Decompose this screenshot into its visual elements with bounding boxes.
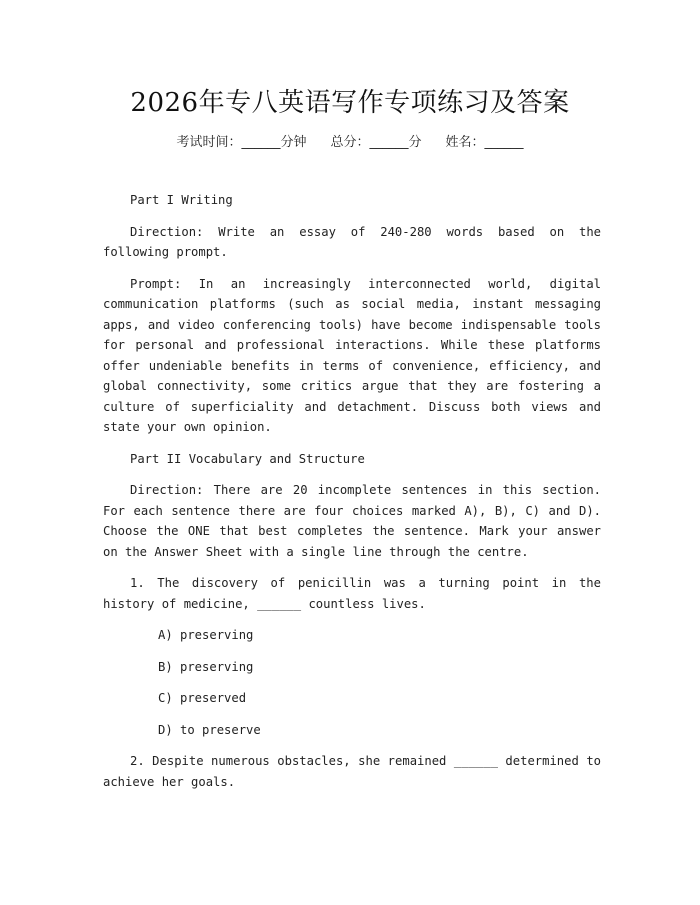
question-1-option-d: D) to preserve [158,722,261,737]
part2-direction: Direction: There are 20 incomplete sentences in this section. For each sentence there are four choices marked A), B), C) and D). Choose the ONE that best completes the sentence. Mark your answer on the Answer Sheet with a single line through the centre. [103,483,601,559]
exam-meta [0,131,700,150]
page-title: 2026年专八英语写作专项练习及答案 [130,88,570,118]
exam-time: 考试时间：______分钟 [176,135,307,150]
part2-heading: Part II Vocabulary and Structure [130,451,365,466]
document-body [103,190,601,803]
student-name: 姓名：______ [445,135,524,150]
part1-direction: Direction: Write an essay of 240-280 words based on the following prompt. [103,224,601,259]
part1-prompt: Prompt: In an increasingly interconnected world, digital communication platforms (such as social media, instant messaging apps, and video conferencing tools) have become indispensable tools for personal and professional interactions. While these platforms offer undeniable benefits in terms of convenience, efficiency, and global connectivity, some critics argue that they are fostering a culture of superficiality and detachment. Discuss both views and state your own opinion. [103,276,601,434]
question-1-option-c: C) preserved [158,691,247,705]
question-2-stem: 2. Despite numerous obstacles, she remained ______ determined to achieve her goals. [103,754,601,789]
total-score: 总分：______分 [330,135,422,150]
question-1-stem: 1. The discovery of penicillin was a turning point in the history of medicine, ______ countless lives. [103,576,601,611]
part1-heading: Part I Writing [130,193,233,207]
question-1-option-b: B) preserving [158,659,254,674]
question-1-option-a: A) preserving [158,628,254,642]
